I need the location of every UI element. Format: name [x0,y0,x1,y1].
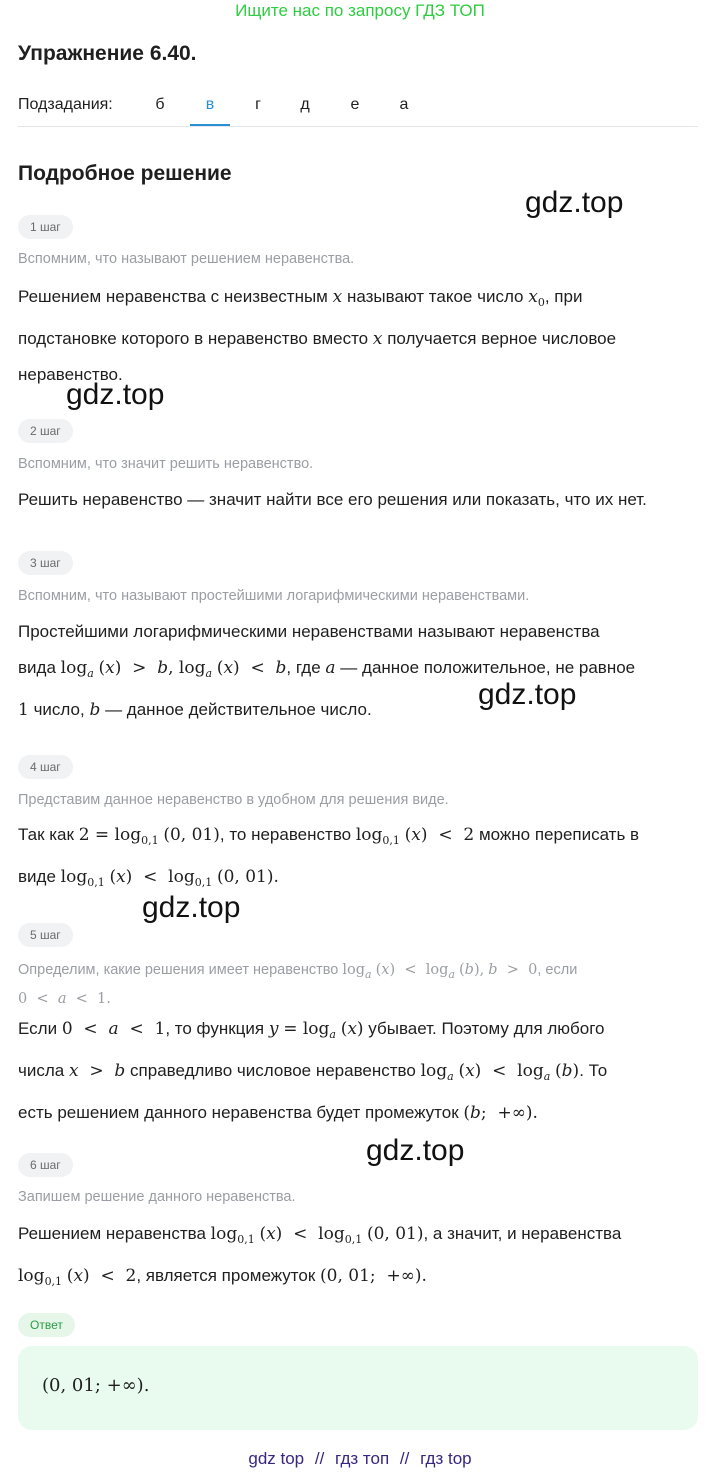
step-note: Вспомним, что значит решить неравенство. [18,456,314,472]
footer-separator: // [399,1449,410,1468]
step-note: Вспомним, что называют решением неравенства. [18,251,355,267]
section-title: Подробное решение [18,162,232,185]
watermark: gdz.top [478,678,577,711]
subtask-tab-d[interactable]: д [300,96,310,113]
footer-link[interactable]: гдз top [420,1449,472,1468]
watermark: gdz.top [366,1134,465,1167]
step-text: Так как $2 = \log_{0,1} (0$, 01), то неравенство $\log_{0,1} (x) < 2$ можно переписать в виде $\log_{0,1} (x) < \log_{0,1} (0$, 01). [18,825,640,889]
watermark: gdz.top [142,891,241,924]
watermark: gdz.top [525,186,624,219]
top-banner: Ищите нас по запросу ГДЗ ТОП [235,1,485,20]
step-text: Простейшими логарифмическими неравенствами называют неравенства вида $\log_a (x) > b$, $\log_a (x) < b$, где a — данное положительное, не равное 1 число, b — данное действительное число. [18,622,636,720]
footer-links [0,1449,720,1469]
step-note: Вспомним, что называют простейшими логарифмическими неравенствами. [18,588,530,604]
answer-badge: Ответ [18,1313,75,1337]
footer-link[interactable]: гдз топ [335,1449,390,1468]
step-text: Решением неравенства $\log_{0,1} (x) < \log_{0,1} (0$, 01), а значит, и неравенства $\log_{0,1} (x) < 2$, является промежуток (0, 01; +∞). [18,1224,622,1288]
step-badge: 5 шаг [18,923,73,947]
subtasks-bar [18,94,698,127]
footer-link[interactable]: gdz top [248,1449,305,1468]
footer-separator: // [314,1449,325,1468]
step-badge: 4 шаг [18,755,73,779]
step-badge: 1 шаг [18,215,73,239]
subtask-tab-b[interactable]: б [155,96,165,113]
step-text: Решить неравенство — значит найти все его решения или показать, что их нет. [18,490,647,509]
answer-value: (0, 01; +∞). [42,1375,150,1396]
step-note: Определим, какие решения имеет неравенство $\log_a (x) < \log_a (b)$, b > 0, если 0 < a < 1. [18,962,578,1007]
subtask-tab-a[interactable]: а [399,96,409,113]
step-text: Решением неравенства с неизвестным x называют такое число $x_0$, при подстановке которого в неравенство вместо x получается верное числовое неравенство. [18,287,617,384]
step-badge: 2 шаг [18,419,73,443]
step-badge: 6 шаг [18,1153,73,1177]
step-text: Если 0 < a < 1, то функция $y = \log_a (x)$ убывает. Поэтому для любого числа x > b справедливо числовое неравенство $\log_a (x) < \log_a (b)$. То есть решением данного неравенства будет промежуток (b; +∞). [18,1019,608,1123]
subtasks-label: Подзадания: [18,96,113,113]
subtask-tab-e[interactable]: е [350,96,360,113]
subtask-tab-v[interactable]: в [190,96,230,114]
watermark: gdz.top [66,378,165,411]
step-note: Запишем решение данного неравенства. [18,1189,296,1205]
exercise-title: Упражнение 6.40. [18,42,197,65]
subtask-tab-g[interactable]: г [255,96,261,113]
step-badge: 3 шаг [18,551,73,575]
step-note: Представим данное неравенство в удобном для решения виде. [18,792,449,808]
